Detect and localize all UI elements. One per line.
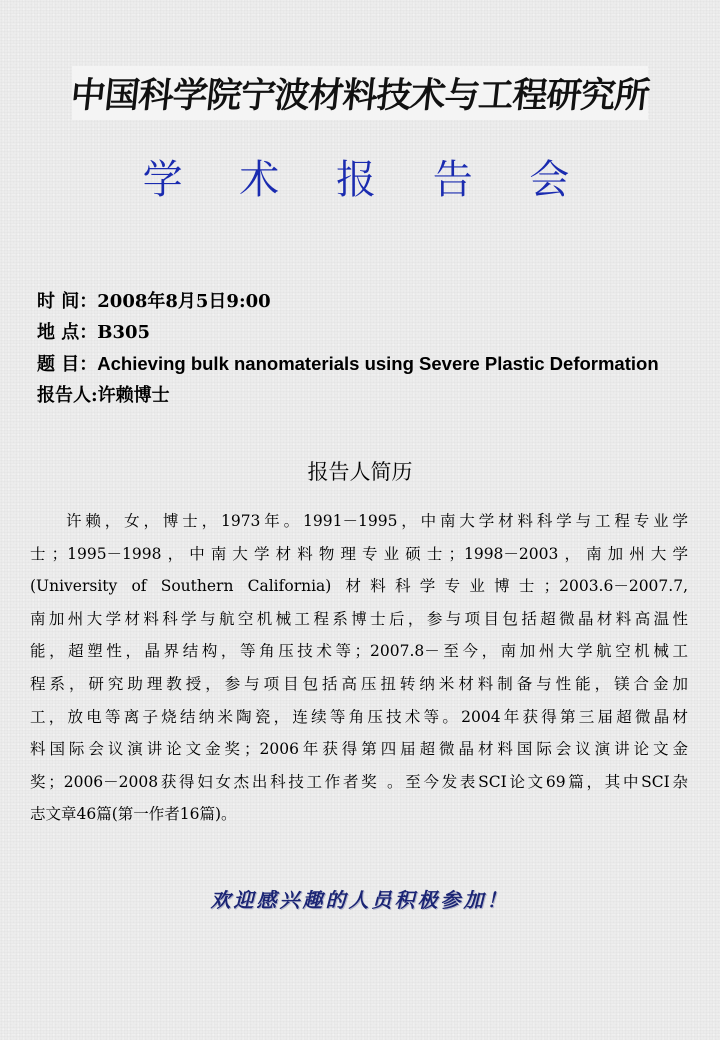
bio-line: 士；1995－1998，中南大学材料物理专业硕士；1998－2003，南加州大学 <box>30 544 688 563</box>
bio-line: 程系，研究助理教授，参与项目包括高压扭转纳米材料制备与性能，镁合金加 <box>30 674 688 693</box>
page-title: 学 术 报 告 会 <box>142 157 592 203</box>
time-label: 时 间： <box>37 291 98 312</box>
bio-line: 工，放电等离子烧结纳米陶瓷，连续等角压技术等。2004年获得第三届超微晶材 <box>30 707 688 726</box>
event-info <box>37 286 697 411</box>
bio-line: 奖；2006－2008获得妇女杰出科技工作者奖 。至今发表SCI论文69篇，其中SCI杂 <box>30 772 688 791</box>
bio-line: 能，超塑性，晶界结构，等角压技术等；2007.8－至今，南加州大学航空机械工 <box>30 642 688 661</box>
bio-paragraph <box>30 505 688 831</box>
time-value: 2008年8月5日9:00 <box>97 291 271 312</box>
speaker-value: 许赖博士 <box>97 385 170 406</box>
institute-banner <box>68 66 651 120</box>
bio-line: 料国际会议演讲论文金奖；2006年获得第四届超微晶材料国际会议演讲论文金 <box>30 740 688 759</box>
bio-line: 志文章46篇(第一作者16篇)。 <box>30 805 237 824</box>
topic-label: 题 目： <box>37 354 98 375</box>
bio-line: 南加州大学材料科学与航空机械工程系博士后，参与项目包括超微晶材料高温性 <box>30 609 688 628</box>
location-value: B305 <box>97 322 151 343</box>
info-row-topic <box>37 348 697 380</box>
info-row-time <box>37 286 697 317</box>
topic-value: Achieving bulk nanomaterials using Severe Plastic Deformation <box>97 353 659 374</box>
institute-name: 中国科学院宁波材料技术与工程研究所 <box>68 75 651 116</box>
bio-title: 报告人简历 <box>307 460 413 484</box>
info-row-location <box>37 317 697 348</box>
bio-line: (University of Southern California) 材料科学专业博士；2003.6－2007.7, <box>30 577 688 596</box>
closing-invitation: 欢迎感兴趣的人员积极参加！ <box>210 888 510 912</box>
speaker-label: 报告人: <box>37 385 98 406</box>
bio-line: 许赖，女，博士，1973年。1991－1995，中南大学材料科学与工程专业学 <box>66 512 688 530</box>
info-row-speaker <box>37 380 697 411</box>
location-label: 地 点： <box>37 322 98 343</box>
